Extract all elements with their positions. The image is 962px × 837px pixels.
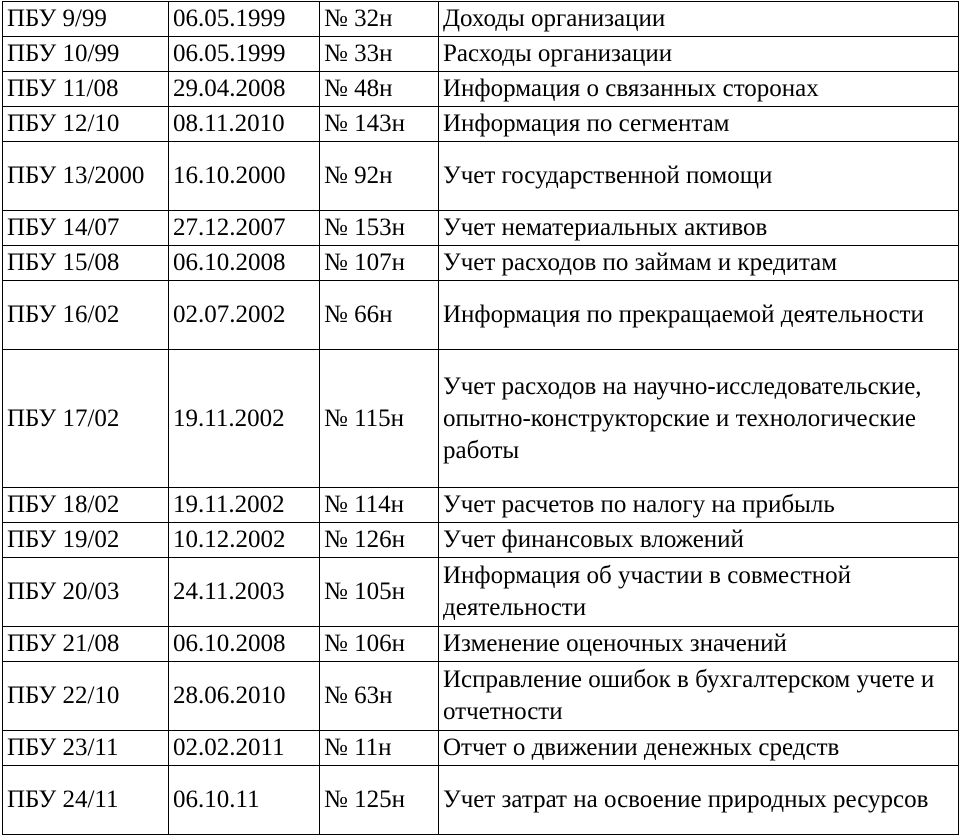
table-row xyxy=(3,142,959,211)
table-row xyxy=(3,246,959,281)
approval-date-cell: 02.02.2011 xyxy=(169,731,320,766)
order-number-cell: № 106н xyxy=(320,627,439,662)
order-number-cell: № 32н xyxy=(320,2,439,37)
standard-title-cell: Отчет о движении денежных средств xyxy=(439,731,959,766)
standard-title-cell: Исправление ошибок в бухгалтерском учете и отчетности xyxy=(439,662,959,731)
standard-code-cell: ПБУ 24/11 xyxy=(3,766,169,835)
table-row xyxy=(3,2,959,37)
standard-code-cell: ПБУ 9/99 xyxy=(3,2,169,37)
approval-date-cell: 06.10.11 xyxy=(169,766,320,835)
standard-code-cell: ПБУ 10/99 xyxy=(3,37,169,72)
approval-date-cell: 06.05.1999 xyxy=(169,37,320,72)
order-number-cell: № 92н xyxy=(320,142,439,211)
table-row xyxy=(3,766,959,835)
order-number-cell: № 153н xyxy=(320,211,439,246)
standard-code-cell: ПБУ 17/02 xyxy=(3,350,169,488)
approval-date-cell: 28.06.2010 xyxy=(169,662,320,731)
order-number-cell: № 125н xyxy=(320,766,439,835)
table-row xyxy=(3,662,959,731)
approval-date-cell: 27.12.2007 xyxy=(169,211,320,246)
table-row xyxy=(3,558,959,627)
table-row xyxy=(3,523,959,558)
approval-date-cell: 02.07.2002 xyxy=(169,281,320,350)
standard-code-cell: ПБУ 20/03 xyxy=(3,558,169,627)
table-row xyxy=(3,281,959,350)
order-number-cell: № 115н xyxy=(320,350,439,488)
standard-title-cell: Расходы организации xyxy=(439,37,959,72)
order-number-cell: № 107н xyxy=(320,246,439,281)
order-number-cell: № 126н xyxy=(320,523,439,558)
table-row xyxy=(3,72,959,107)
table-row xyxy=(3,107,959,142)
standard-code-cell: ПБУ 19/02 xyxy=(3,523,169,558)
standard-title-cell: Информация об участии в совместной деятельности xyxy=(439,558,959,627)
order-number-cell: № 48н xyxy=(320,72,439,107)
standard-code-cell: ПБУ 11/08 xyxy=(3,72,169,107)
table-row xyxy=(3,627,959,662)
approval-date-cell: 24.11.2003 xyxy=(169,558,320,627)
table-row xyxy=(3,37,959,72)
standard-title-cell: Учет расходов на научно-исследовательские, опытно-конструкторские и технологические работы xyxy=(439,350,959,488)
standard-code-cell: ПБУ 22/10 xyxy=(3,662,169,731)
order-number-cell: № 63н xyxy=(320,662,439,731)
approval-date-cell: 06.05.1999 xyxy=(169,2,320,37)
approval-date-cell: 06.10.2008 xyxy=(169,627,320,662)
table-row xyxy=(3,350,959,488)
approval-date-cell: 16.10.2000 xyxy=(169,142,320,211)
table-row xyxy=(3,211,959,246)
standard-code-cell: ПБУ 12/10 xyxy=(3,107,169,142)
approval-date-cell: 10.12.2002 xyxy=(169,523,320,558)
pbu-table xyxy=(2,1,959,835)
standard-code-cell: ПБУ 15/08 xyxy=(3,246,169,281)
approval-date-cell: 08.11.2010 xyxy=(169,107,320,142)
standard-title-cell: Учет нематериальных активов xyxy=(439,211,959,246)
standard-code-cell: ПБУ 23/11 xyxy=(3,731,169,766)
standard-code-cell: ПБУ 13/2000 xyxy=(3,142,169,211)
order-number-cell: № 11н xyxy=(320,731,439,766)
standard-title-cell: Учет государственной помощи xyxy=(439,142,959,211)
standard-code-cell: ПБУ 16/02 xyxy=(3,281,169,350)
order-number-cell: № 143н xyxy=(320,107,439,142)
order-number-cell: № 33н xyxy=(320,37,439,72)
standard-title-cell: Учет затрат на освоение природных ресурсов xyxy=(439,766,959,835)
standard-title-cell: Информация о связанных сторонах xyxy=(439,72,959,107)
standard-title-cell: Учет расчетов по налогу на прибыль xyxy=(439,488,959,523)
standard-code-cell: ПБУ 18/02 xyxy=(3,488,169,523)
pbu-table-body xyxy=(3,2,959,835)
standard-title-cell: Информация по прекращаемой деятельности xyxy=(439,281,959,350)
standard-code-cell: ПБУ 21/08 xyxy=(3,627,169,662)
standard-title-cell: Учет расходов по займам и кредитам xyxy=(439,246,959,281)
approval-date-cell: 06.10.2008 xyxy=(169,246,320,281)
standard-title-cell: Учет финансовых вложений xyxy=(439,523,959,558)
table-row xyxy=(3,731,959,766)
approval-date-cell: 19.11.2002 xyxy=(169,350,320,488)
approval-date-cell: 19.11.2002 xyxy=(169,488,320,523)
order-number-cell: № 114н xyxy=(320,488,439,523)
standard-code-cell: ПБУ 14/07 xyxy=(3,211,169,246)
table-row xyxy=(3,488,959,523)
order-number-cell: № 66н xyxy=(320,281,439,350)
standard-title-cell: Доходы организации xyxy=(439,2,959,37)
order-number-cell: № 105н xyxy=(320,558,439,627)
standard-title-cell: Изменение оценочных значений xyxy=(439,627,959,662)
approval-date-cell: 29.04.2008 xyxy=(169,72,320,107)
standard-title-cell: Информация по сегментам xyxy=(439,107,959,142)
